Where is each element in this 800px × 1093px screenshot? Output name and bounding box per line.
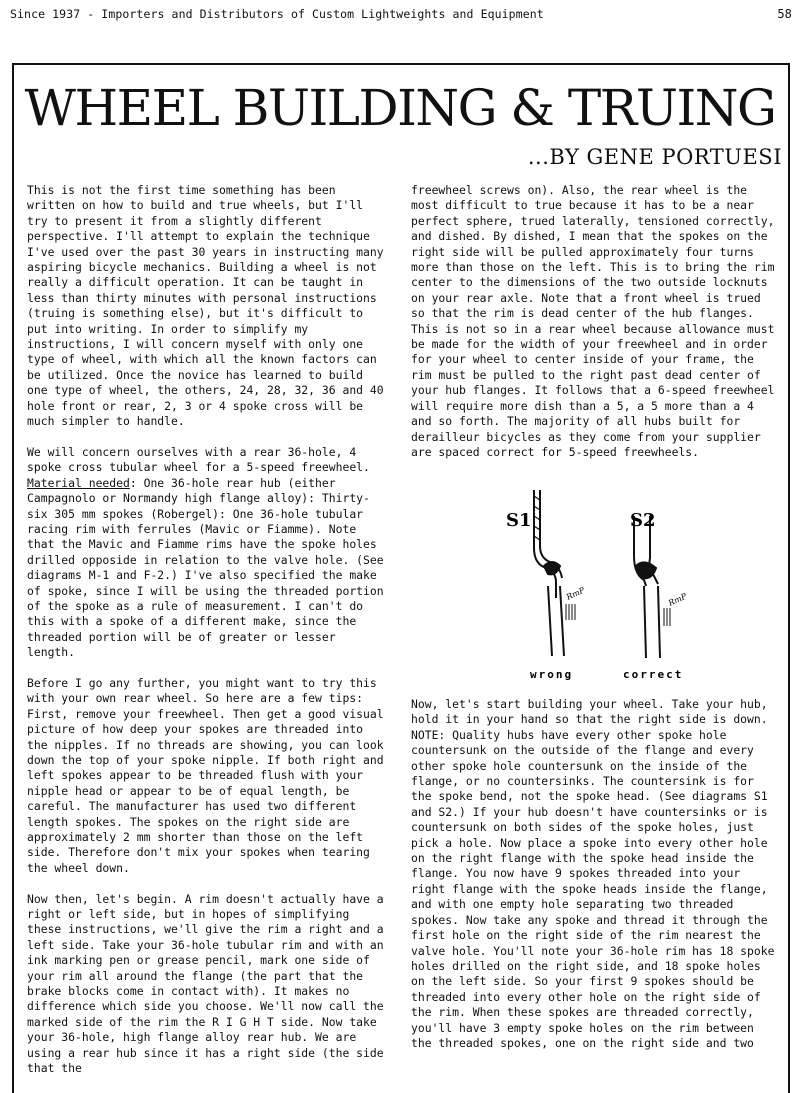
paragraph: Now then, let's begin. A rim doesn't actually have a right or left side, but in hopes of simplifying these instructions, we'll give the rim a right and a left side. Take your 36-hole tubular rim and with an ink marking pen or grease pencil, mark one side of your rim all around the flange (the part that the brake blocks come in contact with). It makes no difference which side you choose. We'll now call the marked side of the rim the R I G H T side. Now take your 36-hole, high flange alloy rear hub. We are using a rear hub since it has a right side (the side that the [27, 891, 384, 1076]
caption-correct: correct [623, 668, 684, 681]
article-title: WHEEL BUILDING & TRUING [24, 79, 776, 137]
spoke-diagram [498, 486, 698, 686]
article-byline: ...BY GENE PORTUESI [527, 145, 782, 169]
paragraph-materials [27, 445, 389, 661]
caption-wrong: wrong [530, 668, 574, 681]
paragraph-text: : One 36-hole rear hub (either Campagnolo or Normandy high flange alloy): Thirty-six 305 mm spokes (Robergel): One 36-hole tubular racing rim with ferrules (Mavic or Fiamme). Note that the Mavic and Fiamme rims have the spoke holes drilled opposide in relation to the valve hole. (See diagrams M-1 and F-2.) I've also specified the make of spoke, since I will be using the threaded portion of the spoke as a rule of measurement. I can't do this with a spoke of a different make, since the threaded portion will be of greater or lesser length. [27, 475, 384, 660]
paragraph: Before I go any further, you might want to try this with your own rear wheel. So here are a few tips: First, remove your freewheel. Then get a good visual picture of how deep your spokes are threaded into the nipples. If no threads are showing, you can look down the top of your spoke nipple. If both right and left spokes appear to be threaded flush with your nipple head or appear to be of equal length, be careful. The manufacturer has used two different length spokes. The spokes on the right side are approximately 2 mm shorter than those on the left side. Therefore don't mix your spokes when tearing the wheel down. [27, 675, 384, 875]
materials-heading: Material needed [27, 475, 130, 490]
hatch-left [566, 604, 575, 620]
left-column [27, 183, 389, 1077]
right-column-top [411, 183, 778, 460]
label-s2: S2 [630, 510, 656, 531]
flange-correct [634, 516, 660, 658]
running-header [10, 7, 792, 23]
paragraph: Now, let's start building your wheel. Take your hub, hold it in your hand so that the right side is down. NOTE: Quality hubs have every other spoke hole countersunk on the outside of the flange and every other spoke hole countersunk on the inside of the flange, or no countersinks. The countersink is for the spoke bend, not the spoke head. (See diagrams S1 and S2.) If your hub doesn't have countersinks or is countersunk on both sides of the spoke holes, just pick a hole. Now place a spoke into every other hole on the right flange with the spoke head inside the flange. You now have 9 spokes threaded into your right flange with the spoke heads inside the flange, and with one empty hole separating two threaded spokes. Now take any spoke and thread it through the first hole on the right side of the rim nearest the valve hole. You'll note your 36-hole rim has 18 spoke holes drilled on the right side, and 18 spoke holes on the left side. So your first 9 spokes should be threaded into every other hole on the right side of the rim. When these spokes are threaded correctly, you'll have 3 empty spoke holes on the rim between the threaded spokes, one on the right side and two [411, 697, 775, 1050]
hatch-right [664, 608, 670, 626]
paragraph: This is not the first time something has been written on how to build and true wheels, but I'll try to present it from a slightly different perspective. I'll attempt to explain the technique I've used over the past 30 years in instructing many aspiring bicycle mechanics. Building a wheel is not really a difficult operation. It can be taught in less than thirty minutes with personal instructions (truing is something else), but it's difficult to put into writing. In order to simplify my instructions, I will concern myself with only one type of wheel, with which all the known factors can be utilized. Once the novice has learned to build one type of wheel, the others, 24, 28, 32, 36 and 40 hole front or rear, 2, 3 or 4 spoke cross will be much simpler to handle. [27, 183, 384, 429]
page-number: 58 [777, 7, 792, 21]
running-title: Since 1937 - Importers and Distributors of Custom Lightweights and Equipment [10, 7, 544, 21]
right-column-bottom [411, 697, 778, 1051]
paragraph-text: We will concern ourselves with a rear 36-hole, 4 spoke cross tubular wheel for a 5-speed freewheel. [27, 444, 370, 475]
spoke-diagram-svg [498, 486, 698, 686]
label-s1: S1 [506, 510, 532, 531]
signature-right: RmP [667, 591, 689, 608]
signature-left: RmP [565, 585, 587, 602]
flange-wrong [534, 490, 564, 656]
paragraph: freewheel screws on). Also, the rear wheel is the most difficult to true because it has to be a near perfect sphere, trued laterally, tensioned correctly, and dished. By dished, I mean that the spokes on the right side will be pulled approximately four turns more than those on the left. This is to bring the rim center to the dimensions of the two outside locknuts on your rear axle. Note that a front wheel is trued so that the rim is dead center of the hub flanges. This is not so in a rear wheel because allowance must be made for the width of your freewheel and in order for your wheel to center inside of your frame, the rim must be pulled to the right past dead center of your hub flanges. It follows that a 6-speed freewheel will require more dish than a 5, a 5 more than a 4 and so forth. The majority of all hubs built for derailleur bicycles as they come from your supplier are spaced correct for 5-speed freewheels. [411, 183, 775, 459]
